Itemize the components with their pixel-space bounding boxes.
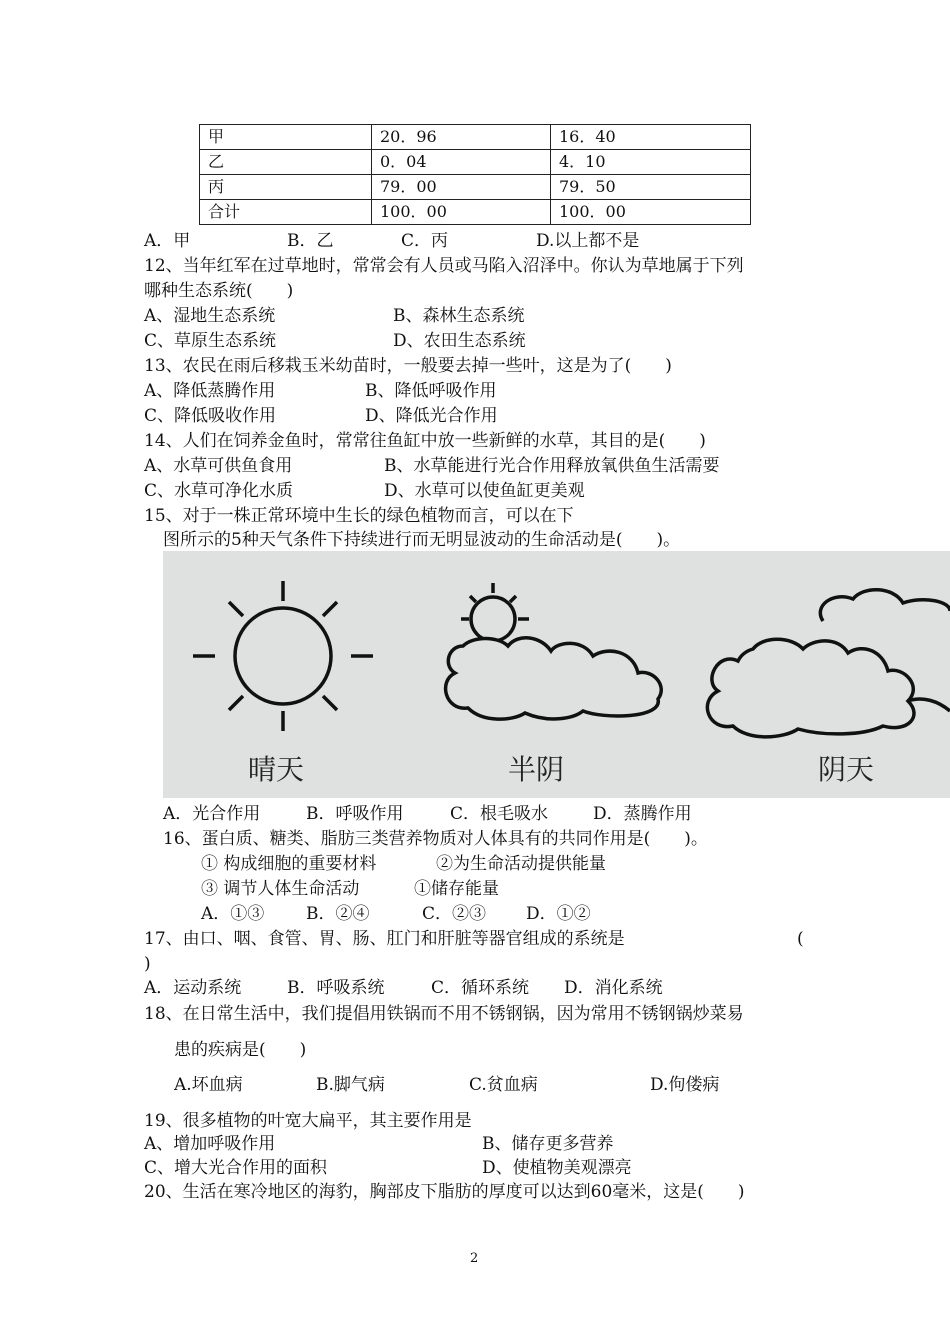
q12-option-c: C、草原生态系统 bbox=[144, 331, 277, 351]
q15-option-b: B．呼吸作用 bbox=[306, 804, 404, 824]
q16-stem: 16、蛋白质、糖类、脂肪三类营养物质对人体具有的共同作用是( )。 bbox=[163, 829, 708, 849]
q17-paren-open: ( bbox=[797, 929, 804, 949]
page-number: 2 bbox=[470, 1251, 479, 1266]
q16-option-b: B．②④ bbox=[306, 904, 370, 924]
table-cell: 4．10 bbox=[551, 150, 751, 175]
q13-option-c: C、降低吸收作用 bbox=[144, 406, 277, 426]
q18-option-b: B.脚气病 bbox=[316, 1075, 385, 1095]
q13-option-a: A、降低蒸腾作用 bbox=[144, 381, 276, 401]
q16-item-4: ①储存能量 bbox=[414, 879, 499, 899]
q17-option-c: C．循环系统 bbox=[431, 978, 530, 998]
q12-stem: 12、当年红军在过草地时，常常会有人员或马陷入沼泽中。你认为草地属于下列 bbox=[144, 256, 744, 276]
q14-option-a: A、水草可供鱼食用 bbox=[144, 456, 293, 476]
table-row bbox=[200, 200, 751, 225]
table-cell: 79．50 bbox=[551, 175, 751, 200]
weather-label-sunny: 晴天 bbox=[248, 753, 305, 786]
q15-option-d: D．蒸腾作用 bbox=[593, 804, 692, 824]
q14-option-d: D、水草可以使鱼缸更美观 bbox=[384, 481, 585, 501]
q13-option-d: D、降低光合作用 bbox=[365, 406, 498, 426]
table-row bbox=[200, 125, 751, 150]
table-cell: 100．00 bbox=[551, 200, 751, 225]
q15-option-c: C．根毛吸水 bbox=[450, 804, 549, 824]
partly-cloudy-icon bbox=[446, 583, 662, 719]
weather-figure bbox=[163, 551, 950, 798]
q19-option-a: A、增加呼吸作用 bbox=[144, 1134, 276, 1154]
q16-item-1: ① 构成细胞的重要材料 bbox=[201, 854, 377, 874]
q11-option-d: D.以上都不是 bbox=[536, 231, 640, 251]
weather-label-partly-cloudy: 半阴 bbox=[508, 753, 565, 786]
q13-option-b: B、降低呼吸作用 bbox=[365, 381, 497, 401]
q14-stem: 14、人们在饲养金鱼时，常常往鱼缸中放一些新鲜的水草，其目的是( ) bbox=[144, 431, 706, 451]
q11-option-c: C．丙 bbox=[401, 231, 449, 251]
q17-option-a: A．运动系统 bbox=[144, 978, 242, 998]
q16-item-3: ③ 调节人体生命活动 bbox=[201, 879, 360, 899]
table-cell: 乙 bbox=[200, 150, 372, 175]
table-cell: 丙 bbox=[200, 175, 372, 200]
sun-icon bbox=[193, 581, 373, 731]
q18-option-a: A.坏血病 bbox=[174, 1075, 243, 1095]
table-cell: 79．00 bbox=[372, 175, 551, 200]
q17-option-b: B．呼吸系统 bbox=[287, 978, 385, 998]
q16-option-c: C．②③ bbox=[422, 904, 487, 924]
q14-option-c: C、水草可净化水质 bbox=[144, 481, 294, 501]
data-table bbox=[199, 124, 751, 225]
q11-option-b: B．乙 bbox=[287, 231, 334, 251]
q16-item-2: ②为生命活动提供能量 bbox=[436, 854, 606, 874]
table-row bbox=[200, 150, 751, 175]
q16-option-a: A．①③ bbox=[201, 904, 265, 924]
q14-option-b: B、水草能进行光合作用释放氧供鱼生活需要 bbox=[384, 456, 720, 476]
q20-stem: 20、生活在寒冷地区的海豹，胸部皮下脂肪的厚度可以达到60毫米，这是( ) bbox=[144, 1182, 745, 1202]
q17-option-d: D．消化系统 bbox=[564, 978, 663, 998]
q18-option-d: D.佝偻病 bbox=[650, 1075, 720, 1095]
q19-option-d: D、使植物美观漂亮 bbox=[482, 1158, 632, 1178]
q17-stem: 17、由口、咽、食管、胃、肠、肛门和肝脏等器官组成的系统是 bbox=[144, 929, 625, 949]
q12-option-d: D、农田生态系统 bbox=[393, 331, 526, 351]
table-cell: 16．40 bbox=[551, 125, 751, 150]
q11-option-a: A．甲 bbox=[144, 231, 191, 251]
q18-stem-cont: 患的疾病是( ) bbox=[174, 1040, 307, 1060]
q19-option-b: B、储存更多营养 bbox=[482, 1134, 614, 1154]
q12-stem-cont: 哪种生态系统( ) bbox=[144, 281, 294, 301]
weather-illustration bbox=[163, 551, 950, 798]
q15-stem-cont: 图所示的5种天气条件下持续进行而无明显波动的生命活动是( )。 bbox=[163, 530, 681, 550]
q18-stem: 18、在日常生活中，我们提倡用铁锅而不用不锈钢锅，因为常用不锈钢锅炒菜易 bbox=[144, 1004, 744, 1024]
table-row bbox=[200, 175, 751, 200]
q15-option-a: A．光合作用 bbox=[163, 804, 261, 824]
q19-stem: 19、很多植物的叶宽大扁平，其主要作用是 bbox=[144, 1111, 472, 1131]
cloudy-icon bbox=[707, 590, 950, 737]
table-cell: 0．04 bbox=[372, 150, 551, 175]
table-cell: 100．00 bbox=[372, 200, 551, 225]
q12-option-a: A、湿地生态系统 bbox=[144, 306, 276, 326]
q16-option-d: D．①② bbox=[526, 904, 591, 924]
table-cell: 合计 bbox=[200, 200, 372, 225]
q12-option-b: B、森林生态系统 bbox=[393, 306, 525, 326]
q19-option-c: C、增大光合作用的面积 bbox=[144, 1158, 328, 1178]
q18-option-c: C.贫血病 bbox=[469, 1075, 538, 1095]
q13-stem: 13、农民在雨后移栽玉米幼苗时，一般要去掉一些叶，这是为了( ) bbox=[144, 356, 672, 376]
q15-stem: 15、对于一株正常环境中生长的绿色植物而言，可以在下 bbox=[144, 506, 574, 526]
q17-paren-close: ) bbox=[144, 954, 151, 974]
table-cell: 甲 bbox=[200, 125, 372, 150]
table-cell: 20．96 bbox=[372, 125, 551, 150]
weather-label-cloudy: 阴天 bbox=[818, 753, 875, 786]
